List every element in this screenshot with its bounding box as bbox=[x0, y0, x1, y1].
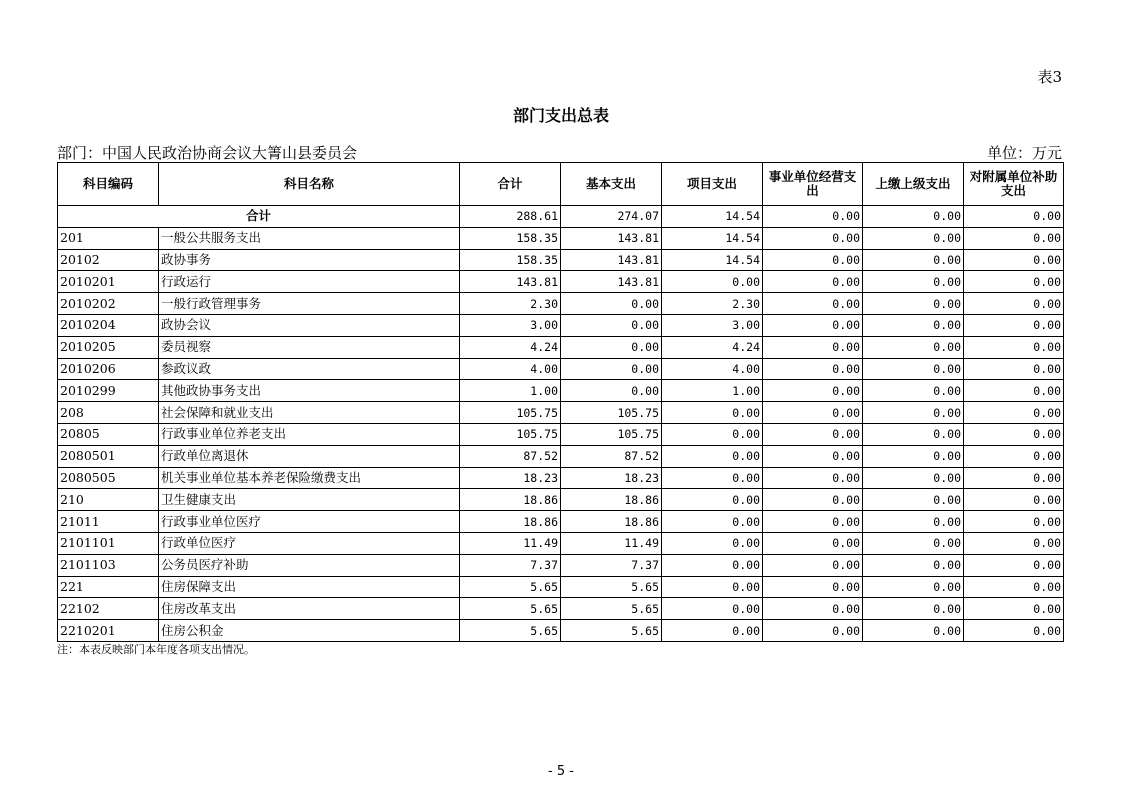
header-upper: 上缴上级支出 bbox=[863, 163, 964, 206]
subsidy-cell: 0.00 bbox=[964, 402, 1064, 424]
subsidy-cell: 0.00 bbox=[964, 206, 1064, 228]
code-cell: 210 bbox=[58, 489, 159, 511]
table-row bbox=[58, 336, 1064, 358]
basic-cell: 143.81 bbox=[561, 227, 662, 249]
business-cell: 0.00 bbox=[763, 402, 863, 424]
name-cell: 行政单位医疗 bbox=[159, 532, 460, 554]
project-cell: 0.00 bbox=[662, 576, 763, 598]
upper-cell: 0.00 bbox=[863, 402, 964, 424]
business-cell: 0.00 bbox=[763, 314, 863, 336]
total-cell: 288.61 bbox=[460, 206, 561, 228]
basic-cell: 105.75 bbox=[561, 402, 662, 424]
upper-cell: 0.00 bbox=[863, 249, 964, 271]
name-cell: 行政事业单位医疗 bbox=[159, 511, 460, 533]
total-cell: 3.00 bbox=[460, 314, 561, 336]
expenditure-table bbox=[57, 162, 1064, 642]
name-cell: 一般公共服务支出 bbox=[159, 227, 460, 249]
upper-cell: 0.00 bbox=[863, 620, 964, 642]
business-cell: 0.00 bbox=[763, 271, 863, 293]
name-cell: 住房保障支出 bbox=[159, 576, 460, 598]
project-cell: 0.00 bbox=[662, 271, 763, 293]
header-project: 项目支出 bbox=[662, 163, 763, 206]
project-cell: 4.24 bbox=[662, 336, 763, 358]
project-cell: 3.00 bbox=[662, 314, 763, 336]
upper-cell: 0.00 bbox=[863, 598, 964, 620]
basic-cell: 143.81 bbox=[561, 249, 662, 271]
project-cell: 0.00 bbox=[662, 620, 763, 642]
project-cell: 4.00 bbox=[662, 358, 763, 380]
code-cell: 221 bbox=[58, 576, 159, 598]
basic-cell: 143.81 bbox=[561, 271, 662, 293]
business-cell: 0.00 bbox=[763, 358, 863, 380]
upper-cell: 0.00 bbox=[863, 511, 964, 533]
name-cell: 卫生健康支出 bbox=[159, 489, 460, 511]
subsidy-cell: 0.00 bbox=[964, 314, 1064, 336]
business-cell: 0.00 bbox=[763, 423, 863, 445]
subsidy-cell: 0.00 bbox=[964, 336, 1064, 358]
project-cell: 0.00 bbox=[662, 489, 763, 511]
subsidy-cell: 0.00 bbox=[964, 293, 1064, 315]
project-cell: 2.30 bbox=[662, 293, 763, 315]
name-cell: 行政运行 bbox=[159, 271, 460, 293]
project-cell: 14.54 bbox=[662, 227, 763, 249]
code-cell: 2010206 bbox=[58, 358, 159, 380]
table-row bbox=[58, 380, 1064, 402]
total-cell: 105.75 bbox=[460, 423, 561, 445]
basic-cell: 0.00 bbox=[561, 293, 662, 315]
code-cell: 2010204 bbox=[58, 314, 159, 336]
page-title: 部门支出总表 bbox=[512, 106, 609, 125]
business-cell: 0.00 bbox=[763, 336, 863, 358]
total-cell: 87.52 bbox=[460, 445, 561, 467]
table-row bbox=[58, 489, 1064, 511]
project-cell: 14.54 bbox=[662, 249, 763, 271]
total-cell: 18.86 bbox=[460, 511, 561, 533]
name-cell: 机关事业单位基本养老保险缴费支出 bbox=[159, 467, 460, 489]
total-label: 合计 bbox=[58, 206, 460, 228]
upper-cell: 0.00 bbox=[863, 445, 964, 467]
basic-cell: 274.07 bbox=[561, 206, 662, 228]
business-cell: 0.00 bbox=[763, 532, 863, 554]
header-code: 科目编码 bbox=[58, 163, 159, 206]
name-cell: 住房公积金 bbox=[159, 620, 460, 642]
header-basic: 基本支出 bbox=[561, 163, 662, 206]
basic-cell: 18.86 bbox=[561, 511, 662, 533]
business-cell: 0.00 bbox=[763, 445, 863, 467]
basic-cell: 18.86 bbox=[561, 489, 662, 511]
subsidy-cell: 0.00 bbox=[964, 227, 1064, 249]
project-cell: 0.00 bbox=[662, 598, 763, 620]
name-cell: 政协事务 bbox=[159, 249, 460, 271]
business-cell: 0.00 bbox=[763, 467, 863, 489]
basic-cell: 18.23 bbox=[561, 467, 662, 489]
upper-cell: 0.00 bbox=[863, 489, 964, 511]
subsidy-cell: 0.00 bbox=[964, 598, 1064, 620]
total-cell: 5.65 bbox=[460, 576, 561, 598]
code-cell: 2010205 bbox=[58, 336, 159, 358]
table-row bbox=[58, 598, 1064, 620]
subsidy-cell: 0.00 bbox=[964, 271, 1064, 293]
table-row bbox=[58, 445, 1064, 467]
code-cell: 2080505 bbox=[58, 467, 159, 489]
total-cell: 5.65 bbox=[460, 620, 561, 642]
name-cell: 行政单位离退休 bbox=[159, 445, 460, 467]
table-header-row bbox=[58, 163, 1064, 206]
name-cell: 政协会议 bbox=[159, 314, 460, 336]
upper-cell: 0.00 bbox=[863, 314, 964, 336]
basic-cell: 105.75 bbox=[561, 423, 662, 445]
table-row bbox=[58, 423, 1064, 445]
upper-cell: 0.00 bbox=[863, 554, 964, 576]
business-cell: 0.00 bbox=[763, 576, 863, 598]
table-row bbox=[58, 467, 1064, 489]
total-cell: 4.24 bbox=[460, 336, 561, 358]
header-name: 科目名称 bbox=[159, 163, 460, 206]
upper-cell: 0.00 bbox=[863, 358, 964, 380]
table-row bbox=[58, 554, 1064, 576]
subsidy-cell: 0.00 bbox=[964, 620, 1064, 642]
total-cell: 143.81 bbox=[460, 271, 561, 293]
subsidy-cell: 0.00 bbox=[964, 380, 1064, 402]
total-cell: 4.00 bbox=[460, 358, 561, 380]
header-subsidy: 对附属单位补助支出 bbox=[964, 163, 1064, 206]
upper-cell: 0.00 bbox=[863, 336, 964, 358]
total-cell: 7.37 bbox=[460, 554, 561, 576]
business-cell: 0.00 bbox=[763, 249, 863, 271]
unit-label: 单位：万元 bbox=[986, 144, 1062, 162]
project-cell: 0.00 bbox=[662, 554, 763, 576]
code-cell: 2010299 bbox=[58, 380, 159, 402]
table-number: 表3 bbox=[1037, 68, 1062, 86]
total-cell: 2.30 bbox=[460, 293, 561, 315]
business-cell: 0.00 bbox=[763, 380, 863, 402]
basic-cell: 0.00 bbox=[561, 336, 662, 358]
basic-cell: 87.52 bbox=[561, 445, 662, 467]
subsidy-cell: 0.00 bbox=[964, 249, 1064, 271]
name-cell: 公务员医疗补助 bbox=[159, 554, 460, 576]
table-row bbox=[58, 620, 1064, 642]
department-label: 部门：中国人民政治协商会议大箐山县委员会 bbox=[57, 144, 358, 162]
upper-cell: 0.00 bbox=[863, 380, 964, 402]
upper-cell: 0.00 bbox=[863, 576, 964, 598]
page-number: - 5 - bbox=[548, 764, 574, 779]
project-cell: 0.00 bbox=[662, 402, 763, 424]
code-cell: 2210201 bbox=[58, 620, 159, 642]
business-cell: 0.00 bbox=[763, 206, 863, 228]
basic-cell: 0.00 bbox=[561, 358, 662, 380]
project-cell: 14.54 bbox=[662, 206, 763, 228]
total-cell: 158.35 bbox=[460, 249, 561, 271]
name-cell: 委员视察 bbox=[159, 336, 460, 358]
code-cell: 20805 bbox=[58, 423, 159, 445]
subsidy-cell: 0.00 bbox=[964, 358, 1064, 380]
table-row bbox=[58, 314, 1064, 336]
project-cell: 0.00 bbox=[662, 445, 763, 467]
business-cell: 0.00 bbox=[763, 489, 863, 511]
upper-cell: 0.00 bbox=[863, 532, 964, 554]
project-cell: 0.00 bbox=[662, 467, 763, 489]
table-row bbox=[58, 271, 1064, 293]
subsidy-cell: 0.00 bbox=[964, 576, 1064, 598]
subsidy-cell: 0.00 bbox=[964, 423, 1064, 445]
code-cell: 2010202 bbox=[58, 293, 159, 315]
subsidy-cell: 0.00 bbox=[964, 532, 1064, 554]
name-cell: 一般行政管理事务 bbox=[159, 293, 460, 315]
upper-cell: 0.00 bbox=[863, 206, 964, 228]
total-cell: 18.86 bbox=[460, 489, 561, 511]
business-cell: 0.00 bbox=[763, 227, 863, 249]
basic-cell: 0.00 bbox=[561, 380, 662, 402]
subsidy-cell: 0.00 bbox=[964, 554, 1064, 576]
project-cell: 0.00 bbox=[662, 532, 763, 554]
basic-cell: 5.65 bbox=[561, 620, 662, 642]
table-row bbox=[58, 532, 1064, 554]
subsidy-cell: 0.00 bbox=[964, 511, 1064, 533]
upper-cell: 0.00 bbox=[863, 227, 964, 249]
name-cell: 其他政协事务支出 bbox=[159, 380, 460, 402]
code-cell: 20102 bbox=[58, 249, 159, 271]
basic-cell: 5.65 bbox=[561, 576, 662, 598]
table-row bbox=[58, 402, 1064, 424]
project-cell: 0.00 bbox=[662, 423, 763, 445]
name-cell: 社会保障和就业支出 bbox=[159, 402, 460, 424]
total-cell: 11.49 bbox=[460, 532, 561, 554]
subsidy-cell: 0.00 bbox=[964, 489, 1064, 511]
name-cell: 参政议政 bbox=[159, 358, 460, 380]
basic-cell: 7.37 bbox=[561, 554, 662, 576]
code-cell: 22102 bbox=[58, 598, 159, 620]
table-note: 注：本表反映部门本年度各项支出情况。 bbox=[57, 643, 255, 656]
business-cell: 0.00 bbox=[763, 293, 863, 315]
total-cell: 158.35 bbox=[460, 227, 561, 249]
header-business: 事业单位经营支出 bbox=[763, 163, 863, 206]
code-cell: 2010201 bbox=[58, 271, 159, 293]
project-cell: 1.00 bbox=[662, 380, 763, 402]
basic-cell: 5.65 bbox=[561, 598, 662, 620]
upper-cell: 0.00 bbox=[863, 423, 964, 445]
name-cell: 住房改革支出 bbox=[159, 598, 460, 620]
table-row bbox=[58, 358, 1064, 380]
basic-cell: 11.49 bbox=[561, 532, 662, 554]
total-row bbox=[58, 206, 1064, 228]
total-cell: 18.23 bbox=[460, 467, 561, 489]
header-total: 合计 bbox=[460, 163, 561, 206]
code-cell: 208 bbox=[58, 402, 159, 424]
name-cell: 行政事业单位养老支出 bbox=[159, 423, 460, 445]
project-cell: 0.00 bbox=[662, 511, 763, 533]
code-cell: 2101101 bbox=[58, 532, 159, 554]
business-cell: 0.00 bbox=[763, 511, 863, 533]
total-cell: 5.65 bbox=[460, 598, 561, 620]
subsidy-cell: 0.00 bbox=[964, 467, 1064, 489]
business-cell: 0.00 bbox=[763, 620, 863, 642]
business-cell: 0.00 bbox=[763, 554, 863, 576]
code-cell: 2080501 bbox=[58, 445, 159, 467]
upper-cell: 0.00 bbox=[863, 271, 964, 293]
code-cell: 201 bbox=[58, 227, 159, 249]
table-row bbox=[58, 576, 1064, 598]
table-row bbox=[58, 511, 1064, 533]
total-cell: 105.75 bbox=[460, 402, 561, 424]
business-cell: 0.00 bbox=[763, 598, 863, 620]
upper-cell: 0.00 bbox=[863, 293, 964, 315]
subsidy-cell: 0.00 bbox=[964, 445, 1064, 467]
basic-cell: 0.00 bbox=[561, 314, 662, 336]
upper-cell: 0.00 bbox=[863, 467, 964, 489]
total-cell: 1.00 bbox=[460, 380, 561, 402]
table-row bbox=[58, 249, 1064, 271]
table-row bbox=[58, 293, 1064, 315]
code-cell: 21011 bbox=[58, 511, 159, 533]
code-cell: 2101103 bbox=[58, 554, 159, 576]
table-row bbox=[58, 227, 1064, 249]
